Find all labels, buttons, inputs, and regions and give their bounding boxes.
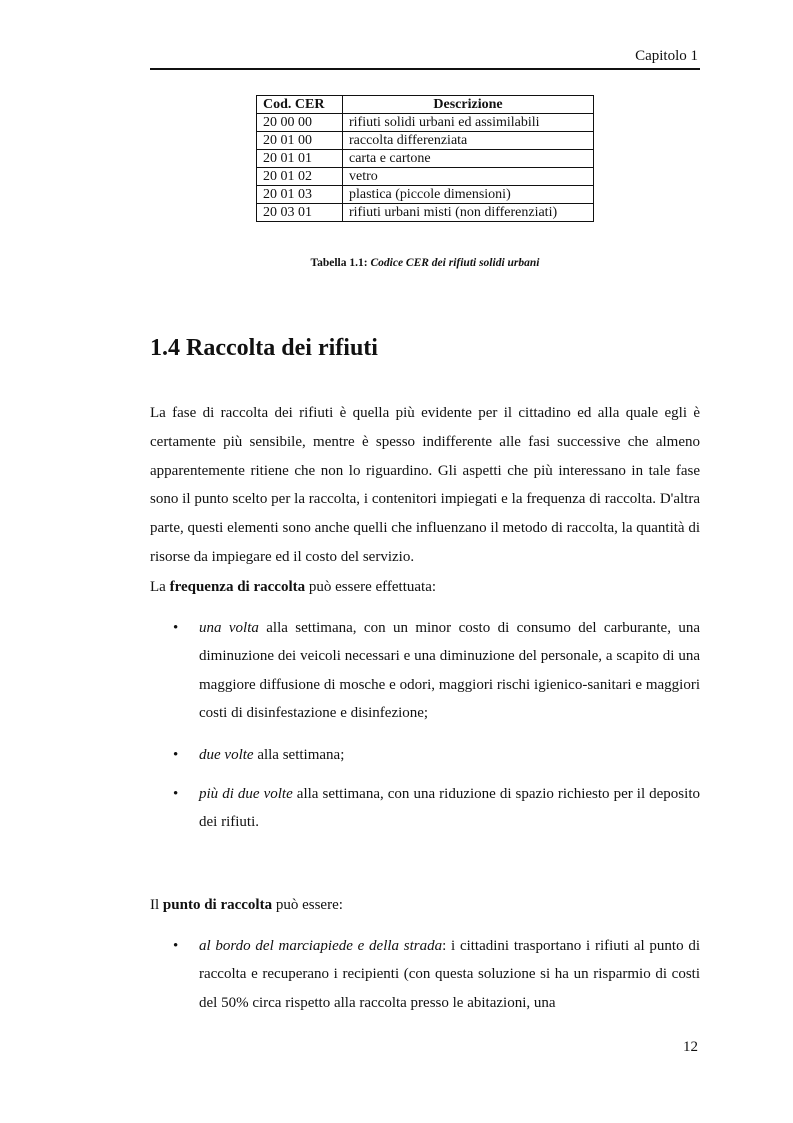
- column-header-description: Descrizione: [343, 96, 594, 114]
- cell-description: plastica (piccole dimensioni): [343, 186, 594, 204]
- section-title: 1.4 Raccolta dei rifiuti: [150, 335, 378, 361]
- cell-code: 20 01 03: [257, 186, 343, 204]
- cell-code: 20 01 02: [257, 168, 343, 186]
- paragraph-frequency: [150, 573, 700, 602]
- paragraph-intro: La fase di raccolta dei rifiuti è quella più evidente per il cittadino ed alla quale egli è certamente più sensibile, mentre è spesso indifferente alle fasi successive che almeno apparentemente ritiene che non lo riguardino. Gli aspetti che più interessano in tale fase sono il punto scelto per la raccolta, i contenitori impiegati e la frequenza di raccolta. D'altra parte, questi elementi sono anche quelli che influenzano il metodo di raccolta, la quantità di risorse da impiegare ed il costo del servizio.: [150, 405, 700, 565]
- cer-table: [256, 95, 594, 222]
- italic-term: al bordo del marciapiede e della strada: [199, 938, 443, 954]
- bullet-icon: •: [173, 786, 179, 803]
- text: alla settimana, con un minor costo di consumo del carburante, una diminuzione dei veicoli necessari e una diminuzione del personale, a scapito di una maggiore diffusione di mosche e odori, maggiori rischi igienico-sanitari e maggiori costi di disinfestazione e disinfezione;: [199, 620, 700, 722]
- header-rule: [150, 68, 700, 70]
- cell-description: vetro: [343, 168, 594, 186]
- list-item: [150, 780, 700, 837]
- table-row: [257, 132, 594, 150]
- caption-text: Codice CER dei rifiuti solidi urbani: [370, 257, 540, 269]
- text: : i cittadini trasportano i rifiuti al punto di raccolta e recuperano i recipienti (con questa soluzione si ha un risparmio di costi del 50% circa rispetto alla raccolta presso le abitazioni, una: [199, 938, 700, 1011]
- collection-point-list: [150, 932, 700, 1017]
- caption-label: Tabella 1.1:: [310, 257, 368, 269]
- italic-term: due volte: [199, 746, 254, 763]
- text: può essere effettuata:: [305, 579, 437, 595]
- text: può essere:: [272, 897, 343, 913]
- italic-term: una volta: [199, 620, 259, 636]
- cell-code: 20 00 00: [257, 114, 343, 132]
- cell-code: 20 03 01: [257, 204, 343, 222]
- list-item: [150, 932, 700, 1017]
- table-row: [257, 186, 594, 204]
- page-number: 12: [683, 1039, 698, 1055]
- list-item: [150, 741, 700, 769]
- bold-term: frequenza di raccolta: [169, 579, 306, 595]
- cell-code: 20 01 01: [257, 150, 343, 168]
- table-row: [257, 150, 594, 168]
- text: La: [150, 579, 170, 595]
- italic-term: più di due volte: [199, 786, 293, 803]
- cell-code: 20 01 00: [257, 132, 343, 150]
- running-header: Capitolo 1: [635, 48, 698, 64]
- bullet-icon: •: [173, 938, 179, 954]
- table-header-row: [257, 96, 594, 114]
- text: alla settimana;: [253, 746, 345, 763]
- table-row: [257, 168, 594, 186]
- paragraph-collection-point: [150, 891, 700, 920]
- cell-description: rifiuti urbani misti (non differenziati): [343, 204, 594, 222]
- bold-term: punto di raccolta: [162, 897, 273, 913]
- table-caption: [150, 257, 700, 269]
- table-row: [257, 114, 594, 132]
- cell-description: rifiuti solidi urbani ed assimilabili: [343, 114, 594, 132]
- cell-description: carta e cartone: [343, 150, 594, 168]
- list-item: [150, 614, 700, 728]
- text: alla settimana, con una riduzione di spazio richiesto per il deposito dei rifiuti.: [199, 786, 700, 831]
- cell-description: raccolta differenziata: [343, 132, 594, 150]
- bullet-icon: •: [173, 746, 179, 763]
- text: Il: [150, 897, 163, 913]
- table-row: [257, 204, 594, 222]
- column-header-code: Cod. CER: [257, 96, 343, 114]
- frequency-list: [150, 614, 700, 837]
- bullet-icon: •: [173, 620, 179, 636]
